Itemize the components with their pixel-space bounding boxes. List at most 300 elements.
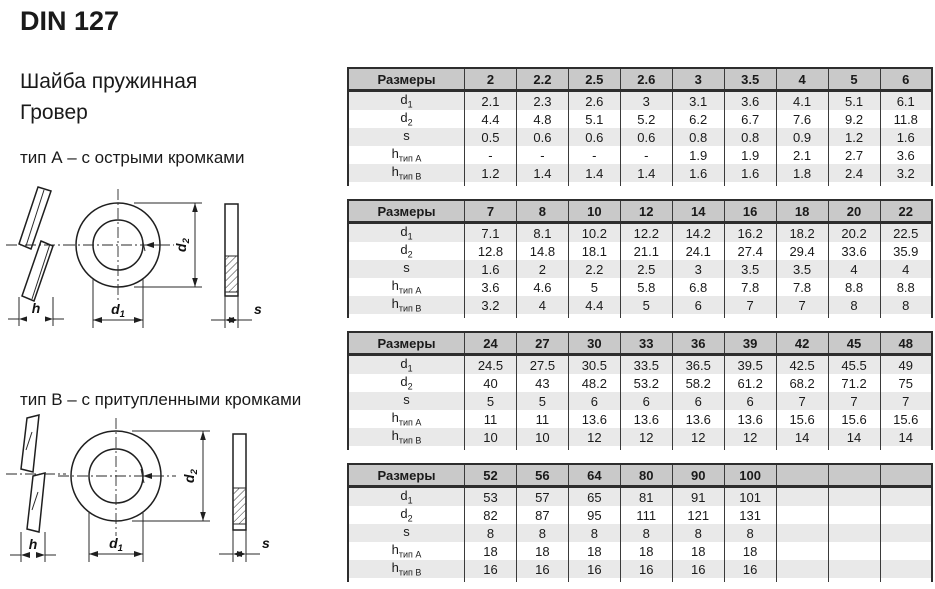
dim-s-label: s	[254, 301, 262, 317]
value-cell: 5	[516, 392, 568, 410]
value-cell: 5.1	[568, 110, 620, 128]
value-cell: 8	[880, 296, 932, 314]
value-cell	[776, 542, 828, 560]
dim-s-label: s	[262, 535, 270, 551]
value-cell: 18	[465, 542, 517, 560]
value-cell: 121	[672, 506, 724, 524]
dim-h-label: h	[28, 536, 38, 552]
value-cell: 14.2	[672, 223, 724, 243]
split-arrow	[143, 473, 152, 479]
value-cell: 20.2	[828, 223, 880, 243]
size-column-header: 24	[465, 332, 517, 355]
type-a-side-view	[6, 187, 72, 326]
size-column-header: 42	[776, 332, 828, 355]
value-cell: 53	[465, 487, 517, 507]
dimension-row	[348, 128, 932, 146]
value-cell: 2.6	[568, 91, 620, 111]
value-cell: 9.2	[828, 110, 880, 128]
dimension-row	[348, 164, 932, 182]
value-cell: 4	[828, 260, 880, 278]
value-cell: 65	[568, 487, 620, 507]
dimension-table-1	[347, 67, 933, 186]
value-cell: 8	[724, 524, 776, 542]
size-column-header: 10	[568, 200, 620, 223]
dim-h-label: h	[31, 300, 41, 316]
value-cell	[828, 560, 880, 578]
value-cell: 57	[516, 487, 568, 507]
row-label: $d_1$	[348, 223, 465, 243]
stub-cell	[880, 446, 932, 450]
dimension-row	[348, 524, 932, 542]
value-cell: 2.1	[776, 146, 828, 164]
stub-cell	[724, 182, 776, 186]
size-column-header: 45	[828, 332, 880, 355]
value-cell: 3	[620, 91, 672, 111]
value-cell: 8	[620, 524, 672, 542]
size-column-header: 6	[880, 68, 932, 91]
sizes-header-row	[348, 68, 932, 91]
type-a-front-view	[64, 189, 174, 328]
value-cell: 5	[620, 296, 672, 314]
stub-cell	[620, 314, 672, 318]
value-cell: 7.8	[724, 278, 776, 296]
value-cell: 4.6	[516, 278, 568, 296]
value-cell: 1.8	[776, 164, 828, 182]
split-arrow	[145, 242, 154, 248]
value-cell: 7	[828, 392, 880, 410]
stub-cell	[880, 182, 932, 186]
value-cell: 18	[568, 542, 620, 560]
stub-cell	[465, 314, 517, 318]
value-cell: 75	[880, 374, 932, 392]
value-cell: 6.7	[724, 110, 776, 128]
stub-cell	[776, 578, 828, 582]
value-cell	[828, 506, 880, 524]
value-cell: 8	[828, 296, 880, 314]
dimension-tables	[347, 67, 933, 589]
value-cell: 21.1	[620, 242, 672, 260]
value-cell: 7.6	[776, 110, 828, 128]
value-cell: 18.1	[568, 242, 620, 260]
sizes-header-row	[348, 200, 932, 223]
size-column-header	[828, 464, 880, 487]
value-cell: 0.8	[672, 128, 724, 146]
size-column-header: 80	[620, 464, 672, 487]
value-cell: 7	[776, 296, 828, 314]
value-cell: 48.2	[568, 374, 620, 392]
row-label: $h_{тип В}$	[348, 560, 465, 578]
size-column-header: 39	[724, 332, 776, 355]
value-cell: 15.6	[776, 410, 828, 428]
value-cell: 58.2	[672, 374, 724, 392]
dimension-row	[348, 223, 932, 243]
column-line-stubs	[348, 446, 932, 450]
value-cell: 11	[465, 410, 517, 428]
size-column-header: 14	[672, 200, 724, 223]
value-cell: 4.1	[776, 91, 828, 111]
row-label: $d_2$	[348, 110, 465, 128]
value-cell: 8	[465, 524, 517, 542]
value-cell: 18	[672, 542, 724, 560]
value-cell: 18	[620, 542, 672, 560]
dim-d1-label: $d_1$	[109, 535, 123, 554]
stub-cell	[776, 314, 828, 318]
value-cell: 10	[465, 428, 517, 446]
type-b-front-view	[58, 418, 176, 562]
size-column-header	[776, 464, 828, 487]
stub-cell	[828, 446, 880, 450]
dimension-row	[348, 506, 932, 524]
dimension-table-4	[347, 463, 933, 582]
value-cell: 101	[724, 487, 776, 507]
row-label: $d_2$	[348, 506, 465, 524]
value-cell: -	[620, 146, 672, 164]
stub-cell	[724, 314, 776, 318]
value-cell: 5	[568, 278, 620, 296]
value-cell: 11.8	[880, 110, 932, 128]
value-cell: 5.2	[620, 110, 672, 128]
dimension-row	[348, 410, 932, 428]
value-cell: 12.8	[465, 242, 517, 260]
dimension-row	[348, 278, 932, 296]
value-cell: 45.5	[828, 355, 880, 375]
value-cell: 18.2	[776, 223, 828, 243]
dimension-row	[348, 355, 932, 375]
stub-cell	[672, 578, 724, 582]
value-cell: 3.5	[776, 260, 828, 278]
stub-cell	[620, 578, 672, 582]
value-cell: 2.7	[828, 146, 880, 164]
dimension-row	[348, 487, 932, 507]
value-cell: 5.1	[828, 91, 880, 111]
type-a-label: тип А – с острыми кромками	[20, 148, 245, 167]
dimension-table-3	[347, 331, 933, 450]
stub-cell	[880, 314, 932, 318]
value-cell: 5	[465, 392, 517, 410]
value-cell: 1.4	[516, 164, 568, 182]
page-subtitle	[20, 66, 197, 128]
value-cell: 0.9	[776, 128, 828, 146]
value-cell: 3.2	[880, 164, 932, 182]
stub-cell	[620, 446, 672, 450]
value-cell: 6	[568, 392, 620, 410]
value-cell: 36.5	[672, 355, 724, 375]
value-cell: 7	[880, 392, 932, 410]
value-cell: -	[516, 146, 568, 164]
value-cell: 6.8	[672, 278, 724, 296]
value-cell: 4	[880, 260, 932, 278]
size-column-header: 16	[724, 200, 776, 223]
value-cell: 18	[516, 542, 568, 560]
size-column-header: 100	[724, 464, 776, 487]
type-a-drawing	[6, 182, 296, 342]
dim-d2-label: $d_2$	[173, 238, 192, 252]
value-cell: 40	[465, 374, 517, 392]
stub-cell	[620, 182, 672, 186]
value-cell: 82	[465, 506, 517, 524]
size-column-header: 22	[880, 200, 932, 223]
value-cell: 18	[724, 542, 776, 560]
value-cell: 15.6	[880, 410, 932, 428]
row-label: s	[348, 392, 465, 410]
value-cell: 12.2	[620, 223, 672, 243]
row-label: $h_{тип А}$	[348, 542, 465, 560]
value-cell: 1.4	[568, 164, 620, 182]
value-cell: 7	[724, 296, 776, 314]
stub-cell	[516, 182, 568, 186]
stub-cell	[516, 578, 568, 582]
row-label: s	[348, 524, 465, 542]
dim-d2-label: $d_2$	[181, 469, 200, 483]
row-label: $d_2$	[348, 374, 465, 392]
value-cell: 0.6	[568, 128, 620, 146]
stub-cell	[465, 578, 517, 582]
value-cell	[776, 524, 828, 542]
value-cell: 30.5	[568, 355, 620, 375]
value-cell: 2	[516, 260, 568, 278]
value-cell: 0.6	[620, 128, 672, 146]
stub-cell	[828, 182, 880, 186]
size-column-header: 36	[672, 332, 724, 355]
value-cell: 11	[516, 410, 568, 428]
type-b-drawing	[6, 410, 336, 582]
value-cell: 2.2	[568, 260, 620, 278]
value-cell	[880, 524, 932, 542]
value-cell	[880, 506, 932, 524]
dimension-row	[348, 110, 932, 128]
size-column-header: 90	[672, 464, 724, 487]
value-cell: 24.5	[465, 355, 517, 375]
value-cell: 12	[620, 428, 672, 446]
value-cell: 6	[724, 392, 776, 410]
stub-cell	[828, 578, 880, 582]
column-line-stubs	[348, 314, 932, 318]
value-cell: 1.9	[672, 146, 724, 164]
sizes-header-row	[348, 332, 932, 355]
value-cell: 3.2	[465, 296, 517, 314]
value-cell: 2.4	[828, 164, 880, 182]
value-cell: 3.6	[465, 278, 517, 296]
size-column-header: 12	[620, 200, 672, 223]
dimension-row	[348, 260, 932, 278]
value-cell: 7	[776, 392, 828, 410]
value-cell: 16	[724, 560, 776, 578]
stub-cell	[348, 182, 465, 186]
value-cell: 14	[776, 428, 828, 446]
row-label: s	[348, 128, 465, 146]
sizes-header-row	[348, 464, 932, 487]
value-cell: 27.5	[516, 355, 568, 375]
value-cell	[776, 560, 828, 578]
stub-cell	[516, 446, 568, 450]
dim-d1-label: $d_1$	[111, 301, 125, 320]
size-column-header: 52	[465, 464, 517, 487]
stub-cell	[568, 578, 620, 582]
stub-cell	[465, 182, 517, 186]
value-cell: 53.2	[620, 374, 672, 392]
value-cell: 1.2	[828, 128, 880, 146]
value-cell: 49	[880, 355, 932, 375]
row-label: $d_1$	[348, 355, 465, 375]
value-cell: 0.8	[724, 128, 776, 146]
size-column-header: 4	[776, 68, 828, 91]
stub-cell	[568, 314, 620, 318]
value-cell: 43	[516, 374, 568, 392]
value-cell: 15.6	[828, 410, 880, 428]
value-cell: 13.6	[568, 410, 620, 428]
value-cell: 5.8	[620, 278, 672, 296]
value-cell: 16	[568, 560, 620, 578]
type-b-label: тип В – с притупленными кромками	[20, 390, 302, 409]
size-column-header: 20	[828, 200, 880, 223]
column-line-stubs	[348, 578, 932, 582]
value-cell: 8.1	[516, 223, 568, 243]
sizes-header-label: Размеры	[348, 464, 465, 487]
value-cell: 16	[620, 560, 672, 578]
dimension-row	[348, 392, 932, 410]
stub-cell	[348, 314, 465, 318]
row-label: $d_1$	[348, 91, 465, 111]
stub-cell	[672, 446, 724, 450]
value-cell: 6	[672, 392, 724, 410]
stub-cell	[348, 578, 465, 582]
size-column-header: 3.5	[724, 68, 776, 91]
stub-cell	[776, 182, 828, 186]
value-cell	[776, 487, 828, 507]
value-cell	[828, 524, 880, 542]
stub-cell	[776, 446, 828, 450]
value-cell: 2.3	[516, 91, 568, 111]
stub-cell	[724, 446, 776, 450]
value-cell: 61.2	[724, 374, 776, 392]
value-cell: 4	[516, 296, 568, 314]
value-cell: 1.4	[620, 164, 672, 182]
subtitle-line2: Гровер	[20, 101, 88, 124]
value-cell	[880, 487, 932, 507]
value-cell: 14	[828, 428, 880, 446]
value-cell: 3.1	[672, 91, 724, 111]
row-label: $h_{тип В}$	[348, 428, 465, 446]
stub-cell	[672, 182, 724, 186]
value-cell: 87	[516, 506, 568, 524]
page-title: DIN 127	[20, 6, 120, 36]
value-cell: 6	[672, 296, 724, 314]
size-column-header: 2	[465, 68, 517, 91]
value-cell: 1.9	[724, 146, 776, 164]
size-column-header: 30	[568, 332, 620, 355]
type-a-section-view	[211, 204, 262, 328]
value-cell: 10.2	[568, 223, 620, 243]
value-cell: 8	[672, 524, 724, 542]
stub-cell	[828, 314, 880, 318]
value-cell	[776, 506, 828, 524]
type-b-side-view	[6, 415, 66, 562]
stub-cell	[724, 578, 776, 582]
stub-cell	[465, 446, 517, 450]
value-cell	[828, 542, 880, 560]
row-label: $h_{тип В}$	[348, 296, 465, 314]
size-column-header: 56	[516, 464, 568, 487]
size-column-header: 48	[880, 332, 932, 355]
size-column-header: 3	[672, 68, 724, 91]
size-column-header: 5	[828, 68, 880, 91]
value-cell: 3.6	[880, 146, 932, 164]
value-cell: 6.2	[672, 110, 724, 128]
value-cell: 3	[672, 260, 724, 278]
value-cell: 8.8	[828, 278, 880, 296]
stub-cell	[672, 314, 724, 318]
value-cell: 33.6	[828, 242, 880, 260]
row-label: s	[348, 260, 465, 278]
value-cell: 14.8	[516, 242, 568, 260]
value-cell: 13.6	[620, 410, 672, 428]
size-column-header: 7	[465, 200, 517, 223]
value-cell: 4.4	[465, 110, 517, 128]
value-cell: 12	[672, 428, 724, 446]
value-cell: 29.4	[776, 242, 828, 260]
stub-cell	[880, 578, 932, 582]
value-cell: 13.6	[724, 410, 776, 428]
dimension-row	[348, 428, 932, 446]
value-cell: 1.2	[465, 164, 517, 182]
value-cell: 91	[672, 487, 724, 507]
value-cell: 14	[880, 428, 932, 446]
stub-cell	[568, 182, 620, 186]
sizes-header-label: Размеры	[348, 200, 465, 223]
value-cell: 6.1	[880, 91, 932, 111]
dimension-row	[348, 91, 932, 111]
value-cell: 13.6	[672, 410, 724, 428]
dimension-row	[348, 542, 932, 560]
size-column-header: 2.2	[516, 68, 568, 91]
value-cell: 1.6	[465, 260, 517, 278]
stub-cell	[516, 314, 568, 318]
value-cell: 10	[516, 428, 568, 446]
value-cell: 1.6	[672, 164, 724, 182]
value-cell: 12	[724, 428, 776, 446]
dimension-row	[348, 146, 932, 164]
value-cell: 81	[620, 487, 672, 507]
value-cell: 4.4	[568, 296, 620, 314]
size-column-header	[880, 464, 932, 487]
value-cell: 8.8	[880, 278, 932, 296]
subtitle-line1: Шайба пружинная	[20, 70, 198, 93]
value-cell: -	[465, 146, 517, 164]
value-cell: -	[568, 146, 620, 164]
value-cell: 12	[568, 428, 620, 446]
value-cell: 8	[568, 524, 620, 542]
value-cell: 3.5	[724, 260, 776, 278]
value-cell: 16.2	[724, 223, 776, 243]
value-cell: 39.5	[724, 355, 776, 375]
sizes-header-label: Размеры	[348, 68, 465, 91]
value-cell: 22.5	[880, 223, 932, 243]
dimension-row	[348, 374, 932, 392]
dimension-row	[348, 560, 932, 578]
value-cell: 111	[620, 506, 672, 524]
size-column-header: 64	[568, 464, 620, 487]
value-cell: 16	[516, 560, 568, 578]
value-cell: 1.6	[880, 128, 932, 146]
value-cell	[880, 560, 932, 578]
size-column-header: 18	[776, 200, 828, 223]
value-cell: 0.6	[516, 128, 568, 146]
value-cell: 16	[465, 560, 517, 578]
value-cell: 2.5	[620, 260, 672, 278]
value-cell	[880, 542, 932, 560]
value-cell: 24.1	[672, 242, 724, 260]
value-cell: 7.8	[776, 278, 828, 296]
